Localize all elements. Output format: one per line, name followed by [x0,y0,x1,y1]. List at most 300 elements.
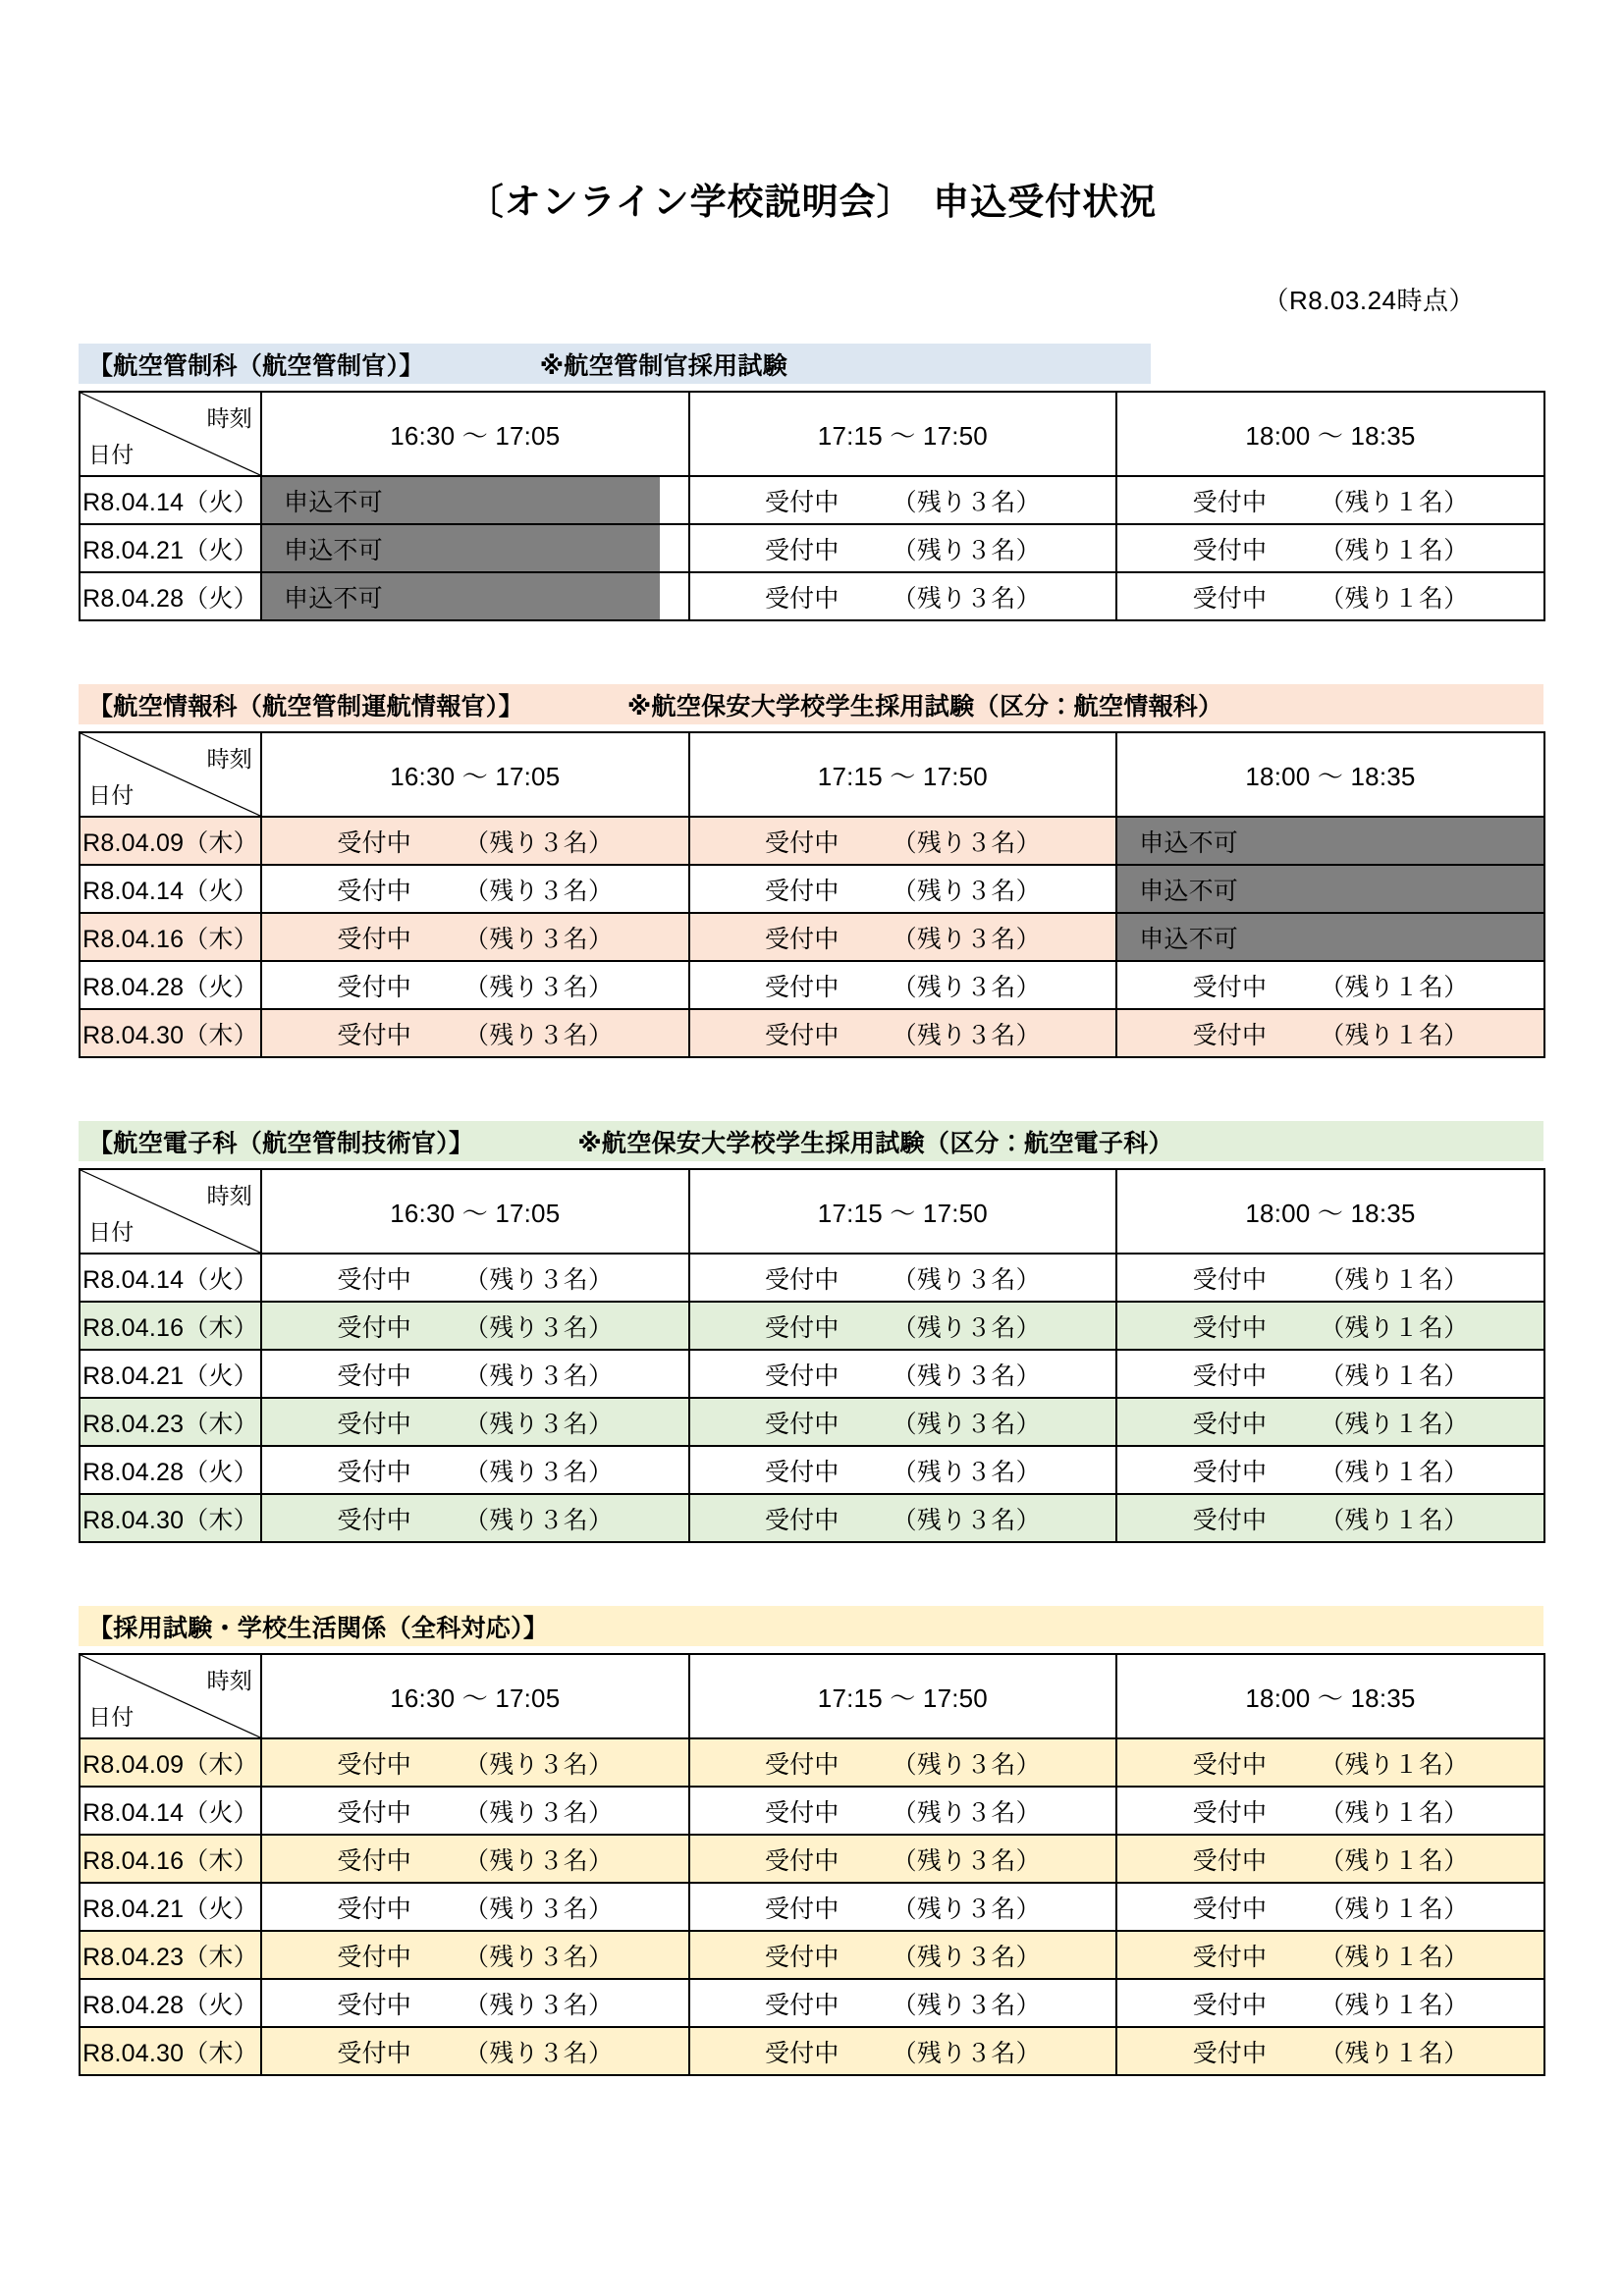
table-row [80,1738,1544,1787]
row-date-cell: R8.04.14（火） [80,1787,261,1835]
remaining-seats-label: （残り３名） [892,1798,1041,1827]
table-row [80,865,1544,913]
remaining-seats-label: （残り３名） [464,1506,614,1534]
status-label: 受付中 [1192,1506,1268,1534]
status-label: 受付中 [337,1846,411,1875]
status-cell-content [1117,525,1543,571]
status-label: 受付中 [764,584,839,613]
status-cell-content [262,1255,688,1301]
status-cell-open[interactable] [261,1738,689,1787]
table-row [80,1883,1544,1931]
table-row [80,476,1544,524]
status-cell-open[interactable] [689,817,1117,865]
status-label: 受付中 [1192,1895,1268,1923]
status-label: 受付中 [337,1410,411,1438]
section-heading-title: 【航空管制科（航空管制官）】 [88,351,424,380]
status-label: 受付中 [764,1991,839,2019]
status-cell-open[interactable] [689,572,1117,620]
status-label: 受付中 [337,1895,411,1923]
remaining-seats-label: （残り３名） [464,1362,614,1390]
status-label: 申込不可 [1139,877,1238,905]
status-label: 受付中 [764,1313,839,1342]
status-label: 受付中 [337,1506,411,1534]
status-cell-content [262,1351,688,1397]
status-label: 受付中 [337,1021,411,1049]
status-cell-open[interactable] [689,1350,1117,1398]
section-heading-bar [79,1121,1543,1161]
row-date-cell: R8.04.21（火） [80,1350,261,1398]
table-row [80,1931,1544,1979]
status-cell-open[interactable] [689,1009,1117,1057]
header-timeslot-1: 16:30 ～ 17:05 [261,392,689,476]
status-cell-open[interactable] [689,1254,1117,1302]
status-cell-open[interactable] [261,1931,689,1979]
header-timeslot-1: 16:30 ～ 17:05 [261,1169,689,1254]
row-date-cell: R8.04.23（木） [80,1398,261,1446]
status-cell-content [690,1447,1116,1493]
status-cell-content [262,866,688,912]
status-label: 受付中 [1192,2039,1268,2067]
section-heading-title: 【航空電子科（航空管制技術官）】 [88,1129,474,1157]
remaining-seats-label: （残り１名） [1320,1798,1469,1827]
status-cell-content [262,1399,688,1445]
status-cell-content [1117,1788,1543,1834]
status-cell-content [1117,1447,1543,1493]
status-cell-open[interactable] [689,1883,1117,1931]
status-label: 申込不可 [284,488,383,516]
remaining-seats-label: （残り１名） [1320,2039,1469,2067]
status-cell-content [690,1932,1116,1978]
remaining-seats-label: （残り１名） [1320,1410,1469,1438]
remaining-seats-label: （残り１名） [1320,1895,1469,1923]
status-cell-open[interactable] [689,1835,1117,1883]
section-heading-note: ※航空管制官採用試験 [539,351,788,380]
remaining-seats-label: （残り３名） [464,2039,614,2067]
remaining-seats-label: （残り３名） [464,828,614,857]
status-cell-content [690,1010,1116,1056]
status-cell-content [690,1351,1116,1397]
status-cell-content [262,477,660,523]
status-label: 受付中 [764,1265,839,1294]
status-label: 受付中 [1192,488,1268,516]
remaining-seats-label: （残り１名） [1320,1750,1469,1779]
table-row [80,1787,1544,1835]
remaining-seats-label: （残り１名） [1320,488,1469,516]
status-label: 受付中 [337,1991,411,2019]
status-label: 受付中 [337,1458,411,1486]
status-cell-open[interactable] [261,1350,689,1398]
remaining-seats-label: （残り３名） [892,1943,1041,1971]
header-date-label: 日付 [88,1219,135,1246]
status-label: 受付中 [337,1313,411,1342]
remaining-seats-label: （残り３名） [892,1265,1041,1294]
status-label: 受付中 [337,1750,411,1779]
remaining-seats-label: （残り１名） [1320,1265,1469,1294]
remaining-seats-label: （残り３名） [464,1313,614,1342]
status-cell-open[interactable] [261,1009,689,1057]
remaining-seats-label: （残り３名） [892,925,1041,953]
status-cell-content [1117,1255,1543,1301]
table-header-row [80,1169,1544,1254]
remaining-seats-label: （残り３名） [892,1362,1041,1390]
status-cell-open[interactable] [261,1883,689,1931]
status-cell-open[interactable] [1116,1350,1544,1398]
header-timeslot-3: 18:00 ～ 18:35 [1116,392,1544,476]
header-date-label: 日付 [88,442,135,468]
status-cell-content [1117,1836,1543,1882]
remaining-seats-label: （残り３名） [464,1846,614,1875]
remaining-seats-label: （残り３名） [464,1458,614,1486]
status-cell-content [690,914,1116,960]
row-date-cell: R8.04.28（火） [80,1979,261,2027]
status-cell-open[interactable] [261,865,689,913]
status-cell-open[interactable] [1116,1254,1544,1302]
status-label: 受付中 [764,1750,839,1779]
table-row [80,572,1544,620]
status-cell-open[interactable] [1116,1446,1544,1494]
schedule-table [79,731,1545,1058]
remaining-seats-label: （残り１名） [1320,1313,1469,1342]
table-row [80,1446,1544,1494]
remaining-seats-label: （残り１名） [1320,1362,1469,1390]
table-row [80,913,1544,961]
remaining-seats-label: （残り１名） [1320,1458,1469,1486]
table-row [80,1302,1544,1350]
remaining-seats-label: （残り３名） [464,1410,614,1438]
status-cell-open[interactable] [261,1302,689,1350]
status-label: 受付中 [1192,536,1268,564]
status-cell-content [690,1399,1116,1445]
remaining-seats-label: （残り３名） [464,1895,614,1923]
remaining-seats-label: （残り１名） [1320,1506,1469,1534]
status-label: 受付中 [764,1846,839,1875]
sections-container [79,344,1545,2076]
status-label: 受付中 [1192,1943,1268,1971]
status-cell-open[interactable] [1116,1302,1544,1350]
table-row [80,1494,1544,1542]
header-timeslot-1: 16:30 ～ 17:05 [261,732,689,817]
status-cell-open[interactable] [689,961,1117,1009]
status-cell-open[interactable] [689,2027,1117,2075]
row-date-cell: R8.04.28（火） [80,1446,261,1494]
table-row [80,1009,1544,1057]
status-cell-content [1117,1495,1543,1541]
row-date-cell: R8.04.09（木） [80,1738,261,1787]
status-cell-content [1117,1303,1543,1349]
status-cell-open[interactable] [1116,1398,1544,1446]
status-label: 受付中 [764,925,839,953]
status-cell-content [262,1303,688,1349]
section-kokujohoka [79,684,1545,1058]
status-cell-open[interactable] [261,1446,689,1494]
status-cell-content [1117,914,1543,960]
status-cell-open[interactable] [1116,1883,1544,1931]
status-label: 受付中 [764,1021,839,1049]
remaining-seats-label: （残り３名） [892,1991,1041,2019]
status-cell-content [1117,1739,1543,1786]
row-date-cell: R8.04.16（木） [80,1835,261,1883]
status-cell-content [1117,1010,1543,1056]
row-date-cell: R8.04.21（火） [80,1883,261,1931]
status-cell-open[interactable] [261,1835,689,1883]
status-cell-closed [261,524,689,572]
status-label: 受付中 [764,973,839,1001]
remaining-seats-label: （残り１名） [1320,584,1469,613]
table-row [80,1254,1544,1302]
header-timeslot-3: 18:00 ～ 18:35 [1116,1654,1544,1738]
status-cell-open[interactable] [689,1787,1117,1835]
status-cell-content [262,1980,688,2026]
row-date-cell: R8.04.30（木） [80,2027,261,2075]
section-heading-title: 【採用試験・学校生活関係（全科対応）】 [88,1614,549,1642]
remaining-seats-label: （残り１名） [1320,1021,1469,1049]
status-cell-open[interactable] [1116,1979,1544,2027]
section-kokukanseika [79,344,1545,621]
row-date-cell: R8.04.09（木） [80,817,261,865]
status-cell-content [262,2028,688,2074]
status-cell-open[interactable] [1116,1787,1544,1835]
status-cell-open[interactable] [261,1979,689,2027]
row-date-cell: R8.04.23（木） [80,1931,261,1979]
status-cell-open[interactable] [689,1738,1117,1787]
remaining-seats-label: （残り１名） [1320,973,1469,1001]
table-row [80,1835,1544,1883]
remaining-seats-label: （残り３名） [892,1410,1041,1438]
status-cell-open[interactable] [689,1931,1117,1979]
status-cell-open[interactable] [689,1494,1117,1542]
remaining-seats-label: （残り３名） [464,925,614,953]
status-label: 受付中 [337,877,411,905]
status-label: 受付中 [1192,1750,1268,1779]
status-cell-content [690,818,1116,864]
status-cell-open[interactable] [689,476,1117,524]
remaining-seats-label: （残り３名） [892,1750,1041,1779]
remaining-seats-label: （残り３名） [892,877,1041,905]
status-cell-content [1117,1884,1543,1930]
status-label: 受付中 [337,1362,411,1390]
status-label: 受付中 [764,877,839,905]
section-heading-bar [79,684,1543,724]
remaining-seats-label: （残り３名） [892,828,1041,857]
status-label: 受付中 [764,1362,839,1390]
section-heading-title: 【航空情報科（航空管制運航情報官）】 [88,692,523,721]
status-cell-content [262,914,688,960]
status-cell-content [690,866,1116,912]
status-cell-open[interactable] [1116,572,1544,620]
header-timeslot-2: 17:15 ～ 17:50 [689,392,1117,476]
row-date-cell: R8.04.16（木） [80,913,261,961]
status-cell-content [262,573,660,619]
row-date-cell: R8.04.30（木） [80,1494,261,1542]
row-date-cell: R8.04.14（火） [80,865,261,913]
remaining-seats-label: （残り３名） [464,1943,614,1971]
header-date-label: 日付 [88,782,135,809]
header-date-label: 日付 [88,1704,135,1731]
status-cell-content [262,1788,688,1834]
status-label: 受付中 [764,1895,839,1923]
table-row [80,1398,1544,1446]
header-timeslot-3: 18:00 ～ 18:35 [1116,1169,1544,1254]
schedule-table [79,1653,1545,2076]
status-label: 受付中 [764,536,839,564]
status-cell-content [262,962,688,1008]
status-label: 受付中 [764,488,839,516]
remaining-seats-label: （残り３名） [892,1021,1041,1049]
status-cell-content [1117,1351,1543,1397]
status-cell-open[interactable] [261,913,689,961]
status-label: 申込不可 [1139,828,1238,857]
status-cell-open[interactable] [1116,1835,1544,1883]
remaining-seats-label: （残り３名） [464,973,614,1001]
status-label: 申込不可 [1139,925,1238,953]
status-label: 受付中 [764,1458,839,1486]
status-label: 受付中 [1192,1410,1268,1438]
status-cell-content [690,1836,1116,1882]
as-of-date: （R8.03.24時点） [1263,286,1475,316]
table-header-row [80,392,1544,476]
row-date-cell: R8.04.14（火） [80,476,261,524]
status-cell-content [262,1932,688,1978]
status-cell-content [1117,573,1543,619]
status-cell-open[interactable] [689,865,1117,913]
status-cell-content [1117,866,1543,912]
table-header-row [80,732,1544,817]
header-corner-cell [80,392,261,476]
status-label: 受付中 [764,2039,839,2067]
status-cell-content [690,477,1116,523]
status-cell-content [262,1884,688,1930]
remaining-seats-label: （残り３名） [892,2039,1041,2067]
row-date-cell: R8.04.30（木） [80,1009,261,1057]
status-cell-open[interactable] [1116,1494,1544,1542]
status-cell-content [262,1495,688,1541]
remaining-seats-label: （残り３名） [892,488,1041,516]
status-cell-open[interactable] [1116,2027,1544,2075]
status-cell-open[interactable] [1116,1009,1544,1057]
row-date-cell: R8.04.16（木） [80,1302,261,1350]
table-row [80,817,1544,865]
status-label: 受付中 [1192,1313,1268,1342]
status-label: 受付中 [1192,584,1268,613]
status-cell-content [690,1884,1116,1930]
status-cell-content [690,1739,1116,1786]
status-cell-content [1117,477,1543,523]
section-heading-note: ※航空保安大学校学生採用試験（区分：航空情報科） [626,692,1223,721]
status-cell-open[interactable] [261,961,689,1009]
status-label: 受付中 [1192,1362,1268,1390]
status-cell-closed [261,476,689,524]
section-heading-bar [79,1606,1543,1646]
status-cell-open[interactable] [689,524,1117,572]
status-cell-content [690,525,1116,571]
status-label: 申込不可 [284,584,383,613]
status-cell-content [262,818,688,864]
remaining-seats-label: （残り１名） [1320,1846,1469,1875]
status-label: 受付中 [764,1410,839,1438]
status-cell-open[interactable] [689,1979,1117,2027]
header-timeslot-1: 16:30 ～ 17:05 [261,1654,689,1738]
status-cell-open[interactable] [261,817,689,865]
status-cell-open[interactable] [689,1446,1117,1494]
table-row [80,1979,1544,2027]
header-timeslot-2: 17:15 ～ 17:50 [689,732,1117,817]
remaining-seats-label: （残り３名） [892,1506,1041,1534]
remaining-seats-label: （残り３名） [464,877,614,905]
remaining-seats-label: （残り１名） [1320,1943,1469,1971]
status-cell-content [690,1980,1116,2026]
status-cell-open[interactable] [261,1494,689,1542]
remaining-seats-label: （残り３名） [892,973,1041,1001]
status-cell-content [262,525,660,571]
status-label: 受付中 [1192,1798,1268,1827]
status-label: 受付中 [1192,1991,1268,2019]
status-cell-open[interactable] [1116,961,1544,1009]
status-cell-open[interactable] [1116,476,1544,524]
status-cell-closed [1116,913,1544,961]
status-cell-open[interactable] [689,913,1117,961]
status-cell-content [690,2028,1116,2074]
status-label: 受付中 [764,1943,839,1971]
remaining-seats-label: （残り３名） [892,1846,1041,1875]
remaining-seats-label: （残り３名） [464,1798,614,1827]
status-label: 受付中 [337,828,411,857]
status-cell-open[interactable] [261,2027,689,2075]
status-cell-open[interactable] [261,1787,689,1835]
status-label: 受付中 [337,1265,411,1294]
section-kokudenshika [79,1121,1545,1543]
remaining-seats-label: （残り１名） [1320,536,1469,564]
section-heading-note: ※航空保安大学校学生採用試験（区分：航空電子科） [577,1129,1173,1157]
status-cell-open[interactable] [689,1398,1117,1446]
status-cell-open[interactable] [1116,1738,1544,1787]
status-cell-content [690,573,1116,619]
status-label: 受付中 [1192,1021,1268,1049]
status-cell-content [1117,1980,1543,2026]
status-cell-open[interactable] [261,1254,689,1302]
row-date-cell: R8.04.28（火） [80,961,261,1009]
status-cell-open[interactable] [1116,1931,1544,1979]
status-cell-content [690,1495,1116,1541]
status-cell-closed [1116,865,1544,913]
remaining-seats-label: （残り３名） [464,1991,614,2019]
remaining-seats-label: （残り３名） [892,1895,1041,1923]
status-label: 受付中 [337,973,411,1001]
status-cell-open[interactable] [261,1398,689,1446]
page-title: 〔オンライン学校説明会〕 申込受付状況 [466,182,1158,222]
section-heading-bar [79,344,1151,384]
status-label: 受付中 [1192,973,1268,1001]
remaining-seats-label: （残り１名） [1320,1991,1469,2019]
header-timeslot-3: 18:00 ～ 18:35 [1116,732,1544,817]
status-cell-content [1117,962,1543,1008]
status-cell-content [690,1303,1116,1349]
remaining-seats-label: （残り３名） [464,1021,614,1049]
status-cell-open[interactable] [1116,524,1544,572]
header-time-label: 時刻 [206,405,252,432]
remaining-seats-label: （残り３名） [892,1458,1041,1486]
status-label: 申込不可 [284,536,383,564]
status-cell-open[interactable] [689,1302,1117,1350]
status-cell-content [262,1836,688,1882]
header-time-label: 時刻 [206,1183,252,1209]
header-corner-cell [80,1654,261,1738]
status-label: 受付中 [1192,1846,1268,1875]
remaining-seats-label: （残り３名） [892,584,1041,613]
status-cell-content [690,1788,1116,1834]
status-label: 受付中 [764,828,839,857]
schedule-table [79,391,1545,621]
status-cell-content [262,1739,688,1786]
